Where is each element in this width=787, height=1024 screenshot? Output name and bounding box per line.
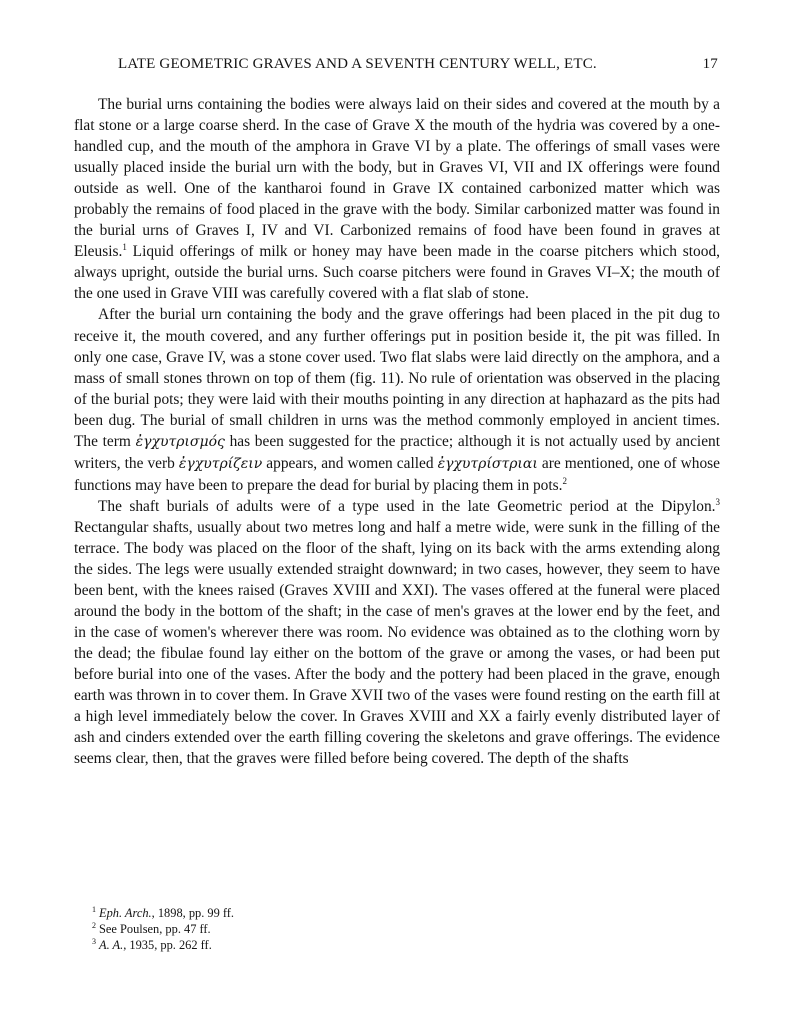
paragraph-2 (74, 304, 720, 495)
paragraph-1-tail: Liquid offerings of milk or honey may have been made in the coarse pitchers which stood, always upright, outside the burial urns. Such coarse pitchers were found in Graves VI–X; the mouth of the one used in Grave VIII was carefully covered with a flat slab of stone. (74, 243, 720, 303)
page (74, 56, 720, 770)
paragraph-1 (74, 94, 720, 304)
footnote-3 (92, 937, 234, 953)
paragraph-3-text-a: The shaft burials of adults were of a type used in the late Geometric period at the Dipylon. (98, 497, 716, 515)
paragraph-2-text-b: has been suggested for the practice; although it is not actually used by ancient writers, the verb (74, 432, 721, 472)
paragraph-3-text-b: Rectangular shafts, usually about two metres long and half a metre wide, were sunk in the filling of the terrace. The body was placed on the floor of the shaft, lying on its back with the arms extending along the sides. The legs were usually extended straight downward; in two cases, however, they seem to have been bent, with the knees raised (Graves XVIII and XXI). The vases offered at the funeral were placed around the body in the bottom of the shaft; in the case of men's graves at the lower end by the feet, and in the case of women's wherever there was room. No evidence was obtained as to the clothing worn by the dead; the fibulae found lay either on the bottom of the grave or among the vases, or had been put before burial into one of the vases. After the body and the pottery had been placed in the grave, enough earth was thrown in to cover them. In Grave XVII two of the vases were found resting on the earth fill at a high level immediately below the cover. In Graves XVIII and XX a fairly evenly distributed layer of ash and cinders extended over the earth filling covering the skeletons and grave offerings. The evidence seems clear, then, that the graves were filled before being covered. The depth of the shafts (74, 518, 720, 768)
footnote-ref-3: 3 (715, 496, 720, 507)
footnote-text: See Poulsen, pp. 47 ff. (99, 922, 211, 936)
footnote-text: , 1935, pp. 262 ff. (123, 938, 212, 952)
footnote-ref-title: A. A. (99, 938, 124, 952)
paragraph-2-text-c: appears, and women called (262, 454, 438, 472)
footnote-2 (92, 921, 234, 937)
footnote-ref-1: 1 (122, 242, 127, 253)
footnote-text: , 1898, pp. 99 ff. (151, 906, 235, 920)
greek-term-1: ἐγχυτρισμός (135, 433, 225, 450)
running-head (74, 56, 720, 82)
body-text (74, 94, 720, 770)
paragraph-1-text: The burial urns containing the bodies were always laid on their sides and covered at the mouth by a flat stone or a large coarse sherd. In the case of Grave X the mouth of the hydria was covered by a one-handled cup, and the mouth of the amphora in Grave VI by a plate. The offerings of small vases were usually placed inside the burial urn with the body, but in Graves VI, VII and IX offerings were found outside as well. One of the kantharoi found in Grave IX contained carbonized matter which was probably the remains of food placed in the grave with the body. Similar carbonized matter was found in the burial urns of Graves I, IV and VI. Carbonized remains of food have been found in graves at Eleusis. (74, 96, 720, 261)
footnote-1 (92, 905, 234, 921)
footnotes (92, 905, 234, 953)
greek-term-2: ἐγχυτρίζειν (178, 455, 263, 472)
footnote-ref-title: Eph. Arch. (99, 906, 152, 920)
footnote-ref-2: 2 (562, 475, 567, 486)
page-number: 17 (702, 56, 718, 72)
running-head-title: LATE GEOMETRIC GRAVES AND A SEVENTH CENTURY WELL, ETC. (118, 56, 597, 72)
greek-term-3: ἐγχυτρίστριαι (437, 455, 538, 472)
paragraph-2-text-d: are mentioned, one of whose functions may have been to prepare the dead for burial by placing them in pots. (74, 454, 720, 494)
footnote-marker: 2 (92, 920, 96, 930)
footnote-marker: 1 (92, 904, 96, 914)
footnote-marker: 3 (92, 936, 96, 946)
paragraph-3 (74, 496, 720, 770)
paragraph-2-text-a: After the burial urn containing the body and the grave offerings had been placed in the pit dug to receive it, the mouth covered, and any further offerings put in position beside it, the pit was filled. In only one case, Grave IV, was a stone cover used. Two flat slabs were laid directly on the amphora, and a mass of small stones thrown on top of them (fig. 11). No rule of orientation was observed in the placing of the burial pots; they were laid with their mouths pointing in any direction at haphazard as the pits had been dug. The burial of small children in urns was the method commonly employed in ancient times. The term (74, 306, 720, 450)
